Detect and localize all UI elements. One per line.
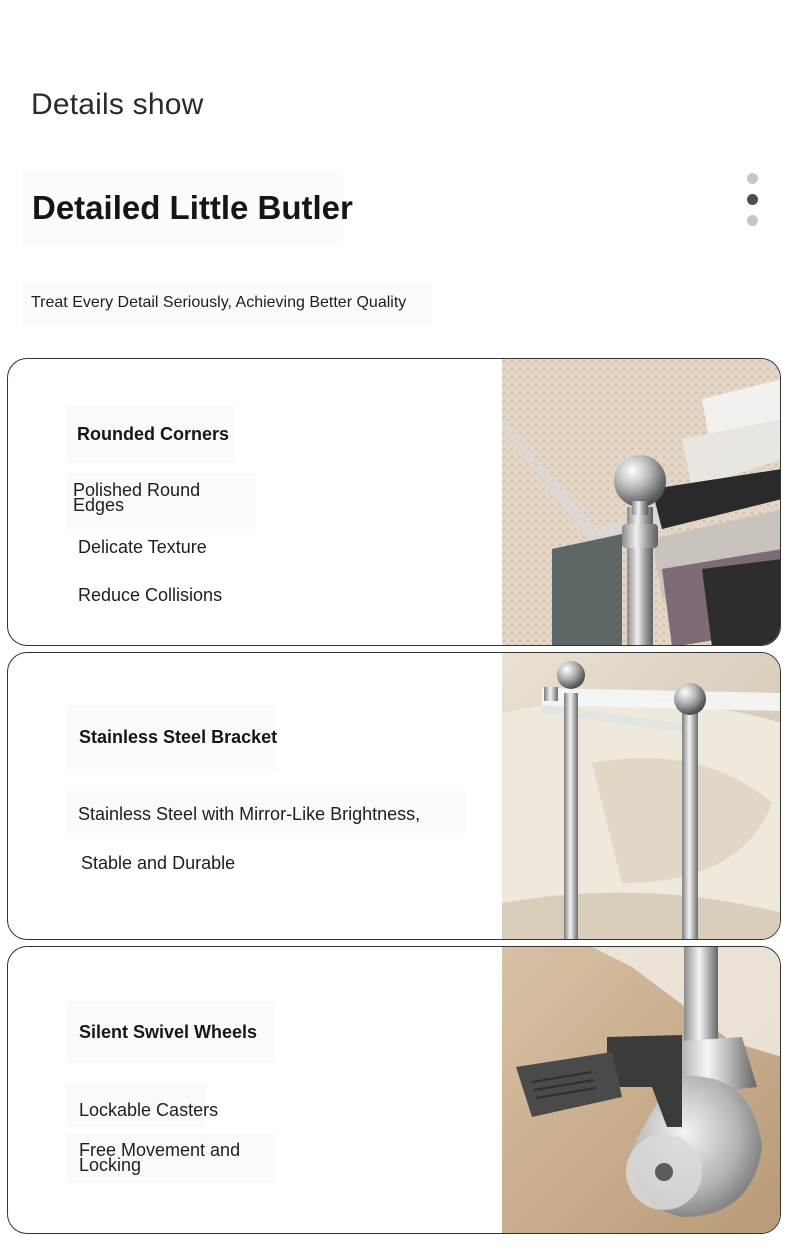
shelf-corner-ball-photo [502, 359, 781, 646]
feature-title: Stainless Steel Bracket [79, 727, 278, 747]
feature-title: Rounded Corners [77, 424, 230, 444]
feature-card-swivel-wheels [7, 946, 781, 1234]
feature-card-steel-bracket [7, 652, 781, 940]
feature-line: Free Movement and Locking [79, 1140, 241, 1175]
headline-block [22, 170, 353, 246]
headline: Detailed Little Butler [32, 189, 353, 226]
pager-dot-1[interactable] [747, 173, 758, 184]
feature-title: Silent Swivel Wheels [79, 1022, 258, 1042]
feature-line: Reduce Collisions [78, 585, 223, 605]
swivel-caster-photo [502, 947, 781, 1234]
subline-block [22, 282, 432, 326]
pager-dot-2[interactable] [747, 194, 758, 205]
pager-dot-3[interactable] [747, 215, 758, 226]
steel-bracket-photo [502, 653, 781, 940]
feature-line: Stainless Steel with Mirror-Like Brightness, [78, 804, 421, 824]
feature-line: Stable and Durable [81, 853, 236, 873]
section-title: Details show [31, 88, 204, 121]
feature-card-rounded-corners [7, 358, 781, 646]
feature-line: Polished Round Edges [73, 480, 201, 515]
feature-line: Delicate Texture [78, 537, 207, 557]
feature-line: Lockable Casters [79, 1100, 219, 1120]
pager-dots[interactable] [747, 173, 761, 236]
subline: Treat Every Detail Seriously, Achieving Better Quality [31, 294, 407, 311]
